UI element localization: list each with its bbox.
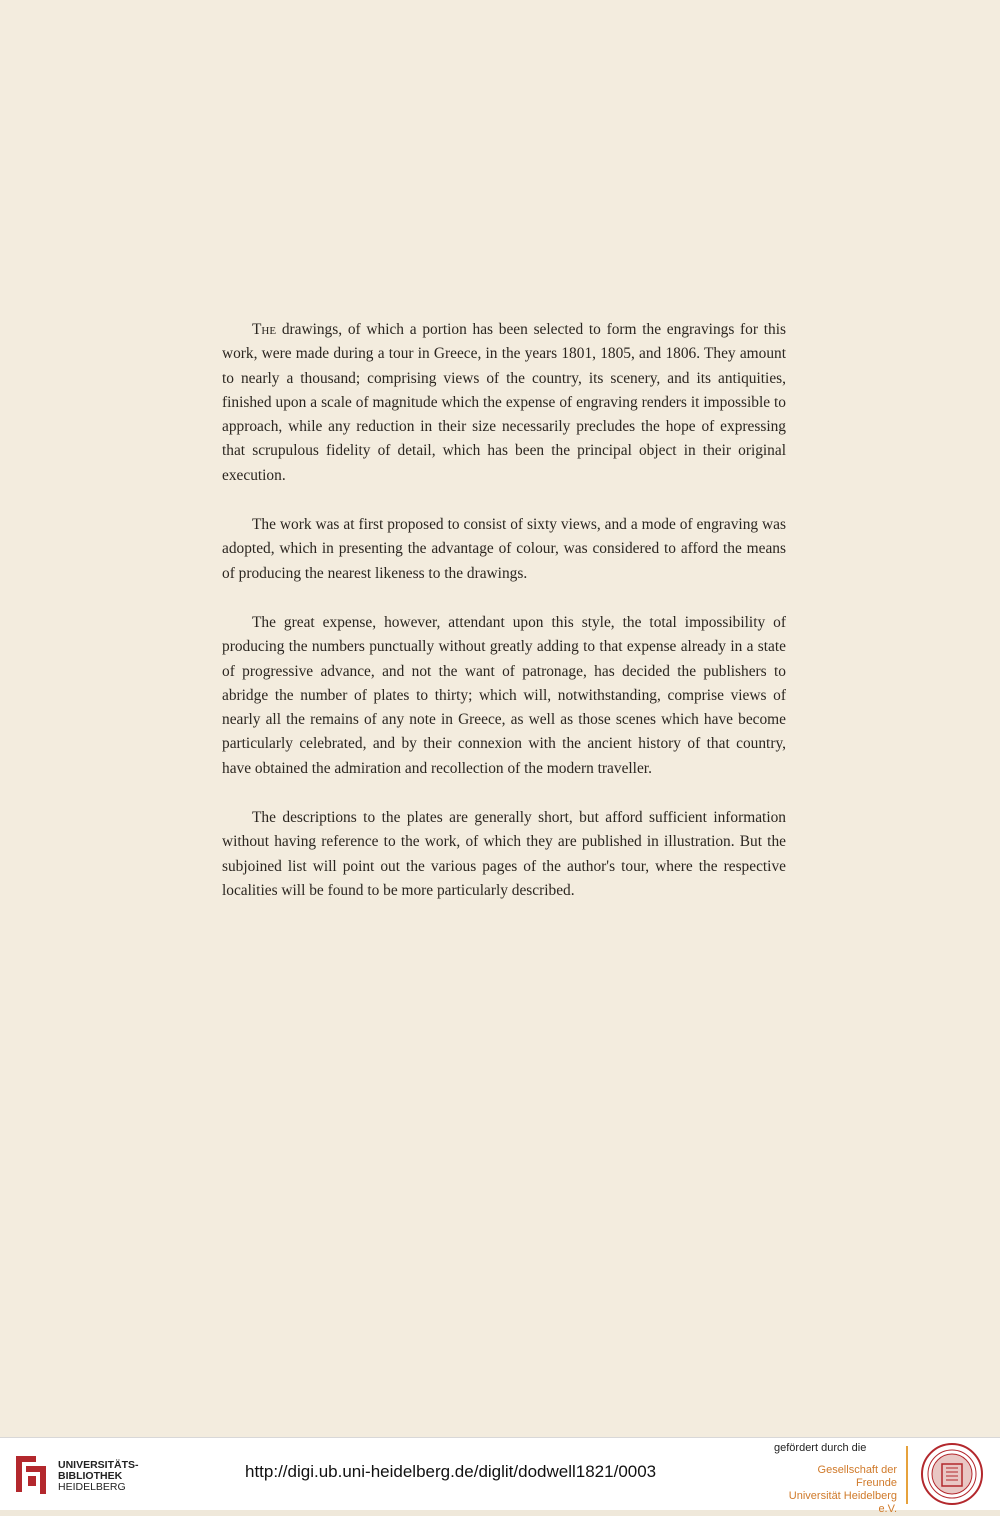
paragraph-3-text: The great expense, however, attendant upon this style, the total impossibility of producing the numbers punctually without greatly adding to that expense already in a state of progressive advance, and not the want of patronage, has decided the publishers to abridge the number of plates to thirty; which will, notwithstanding, comprise views of nearly all the remains of any note in Greece, as well as those scenes which have become particularly celebrated, and by their connexion with the ancient history of that country, have obtained the admiration and recollection of the modern traveller.	[222, 613, 786, 777]
permalink-url[interactable]: http://digi.ub.uni-heidelberg.de/diglit/dodwell1821/0003	[245, 1462, 657, 1481]
sponsor-intro: gefördert durch die	[774, 1442, 867, 1454]
paragraph-2-text: The work was at first proposed to consist of sixty views, and a mode of engraving was adopted, which in presenting the advantage of colour, was considered to afford the means of producing the nearest likeness to the drawings.	[222, 516, 786, 582]
paragraph-3	[222, 611, 786, 781]
paragraph-4	[222, 806, 786, 903]
footer-divider	[906, 1446, 908, 1504]
paragraph-1-text: drawings, of which a portion has been selected to form the engravings for this work, were made during a tour in Greece, in the years 1801, 1805, and 1806. They amount to nearly a thousand; comprising views of the country, its scenery, and its antiquities, finished upon a scale of magnitude which the expense of engraving renders it impossible to approach, while any reduction in their size necessarily precludes the hope of expressing that scrupulous fidelity of detail, which has been the principal object in their original execution.	[222, 321, 786, 484]
sponsor-line-1: Gesellschaft der Freunde	[817, 1464, 897, 1489]
sponsor-line-2: Universität Heidelberg e.V.	[788, 1490, 897, 1515]
library-line-3: HEIDELBERG	[58, 1481, 126, 1493]
paragraph-4-text: The descriptions to the plates are generally short, but afford sufficient information without having reference to the work, of which they are published in illustration. But the subjoined list will point out the various pages of the author's tour, where the respective localities will be found to be more particularly described.	[222, 809, 786, 899]
paragraph-1-lead: The	[252, 321, 277, 338]
university-library-logo-icon	[12, 1452, 54, 1498]
sponsor-name	[780, 1464, 897, 1516]
document-body	[222, 318, 786, 928]
paragraph-2	[222, 513, 786, 586]
university-library-name	[58, 1460, 139, 1493]
university-seal-icon	[920, 1442, 984, 1506]
paragraph-1	[222, 318, 786, 488]
library-line-2: BIBLIOTHEK	[58, 1470, 123, 1482]
library-line-1: UNIVERSITÄTS-	[58, 1459, 139, 1471]
viewer-footer	[0, 1437, 1000, 1515]
